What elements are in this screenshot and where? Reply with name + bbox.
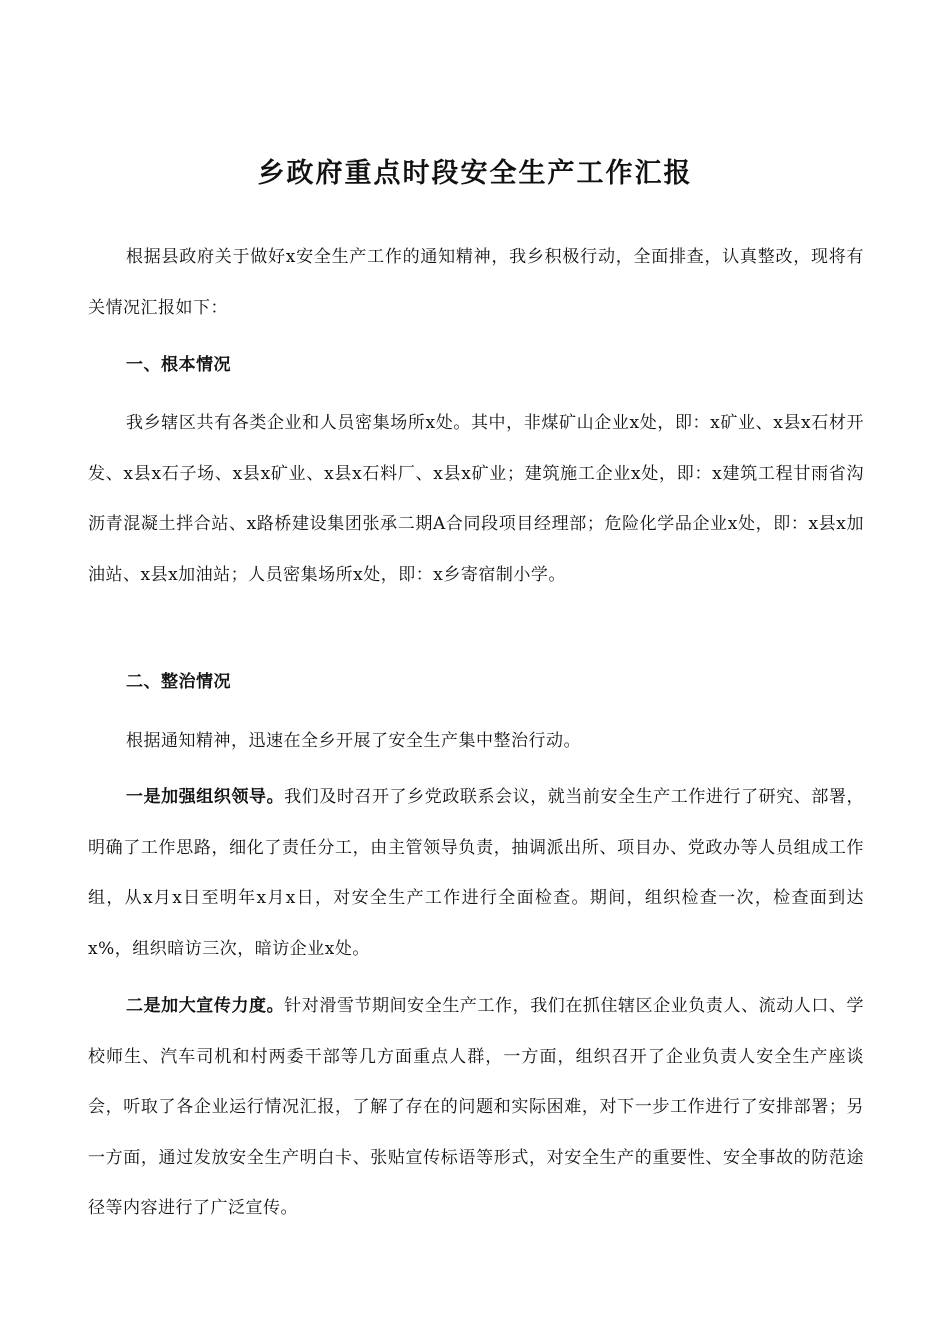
item-organization-lead: 一是加强组织领导。 [126,787,285,807]
section-basic-body: 我乡辖区共有各类企业和人员密集场所x处。其中，非煤矿山企业x处，即：x矿业、x县x石材开发、x县x石子场、x县x矿业、x县x石料厂、x县x矿业；建筑施工企业x处，即：x建筑工程甘雨省沟沥青混凝土拌合站、x路桥建设集团张承二期A合同段项目经理部；危险化学品企业x处，即：x县x加油站、x县x加油站；人员密集场所x处，即：x乡寄宿制小学。 [88,413,864,585]
item-publicity-lead: 二是加大宣传力度。 [126,996,285,1016]
item-organization-body: 我们及时召开了乡党政联系会议，就当前安全生产工作进行了研究、部署，明确了工作思路，细化了责任分工，由主管领导负责，抽调派出所、项目办、党政办等人员组成工作组，从x月x日至明年x月x日，对安全生产工作进行全面检查。期间，组织检查一次，检查面到达x%，组织暗访三次，暗访企业x处。 [88,787,865,959]
section-rectification-intro: 根据通知精神，迅速在全乡开展了安全生产集中整治行动。 [126,731,581,751]
intro-paragraph: 根据县政府关于做好x安全生产工作的通知精神，我乡积极行动，全面排查，认真整改，现将有关情况汇报如下： [88,247,864,318]
item-organization-paragraph [88,772,864,974]
item-publicity-body: 针对滑雪节期间安全生产工作，我们在抓住辖区企业负责人、流动人口、学校师生、汽车司机和村两委干部等几方面重点人群，一方面，组织召开了企业负责人安全生产座谈会，听取了各企业运行情况汇报，了解了存在的问题和实际困难，对下一步工作进行了安排部署；另一方面，通过发放安全生产明白卡、张贴宣传标语等形式，对安全生产的重要性、安全事故的防范途径等内容进行了广泛宣传。 [88,996,865,1218]
item-publicity-paragraph [88,981,864,1234]
document-title: 乡政府重点时段安全生产工作汇报 [257,158,693,189]
section-heading-rectification: 二、整治情况 [126,672,231,692]
section-heading-basic: 一、根本情况 [126,355,231,375]
